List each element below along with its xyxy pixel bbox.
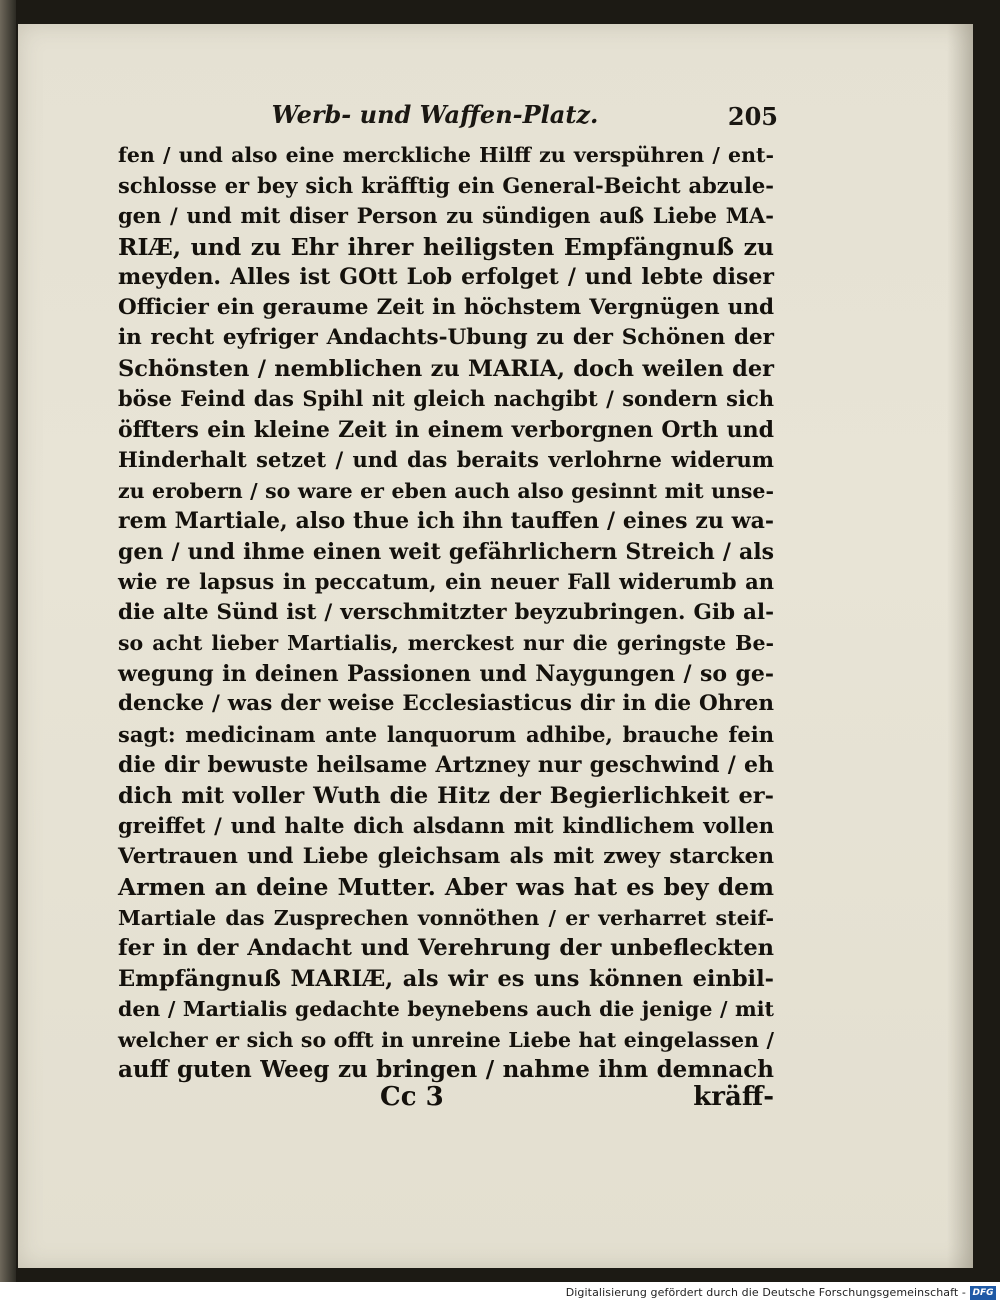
text-line: rem Martiale, also thue ich ihn tauffen / eines zu wa-: [118, 508, 774, 534]
scan-edge: [0, 0, 16, 1282]
text-line: Officier ein geraume Zeit in höchstem Vergnügen und: [118, 294, 774, 320]
text-line: wegung in deinen Passionen und Naygungen / so ge-: [118, 660, 774, 687]
text-line: auff guten Weeg zu bringen / nahme ihm demnach: [118, 1056, 774, 1083]
text-line: die dir bewuste heilsame Artzney nur geschwind / eh: [118, 752, 774, 778]
text-line: den / Martialis gedachte beynebens auch die jenige / mit: [118, 997, 774, 1021]
running-title: Werb- und Waffen-Platz.: [271, 100, 599, 129]
text-line: die alte Sünd ist / verschmitzter beyzubringen. Gib al-: [118, 599, 774, 625]
text-line: fen / und also eine merckliche Hilff zu verspühren / ent-: [118, 143, 774, 167]
text-line: böse Feind das Spihl nit gleich nachgibt / sondern sich: [118, 386, 774, 411]
text-line: Empfängnuß MARIÆ, als wir es uns können einbil-: [118, 965, 774, 992]
text-line: welcher er sich so offt in unreine Liebe hat eingelassen /: [118, 1027, 774, 1052]
running-head: [100, 94, 778, 134]
dfg-logo: DFG: [970, 1286, 996, 1300]
text-line: gen / und ihme einen weit gefährlichern Streich / als: [118, 538, 774, 565]
text-line: schlosse er bey sich kräfftig ein General-Beicht abzule-: [118, 172, 774, 198]
text-line: fer in der Andacht und Verehrung der unbefleckten: [118, 935, 774, 961]
text-line: Martiale das Zusprechen vonnöthen / er verharret steif-: [118, 905, 774, 930]
page-footer-line: [118, 1078, 774, 1118]
text-line: in recht eyfriger Andachts-Ubung zu der Schönen der: [118, 325, 774, 350]
text-line: gen / und mit diser Person zu sündigen auß Liebe MA-: [118, 203, 774, 228]
text-line: wie re lapsus in peccatum, ein neuer Fall widerumb an: [118, 569, 774, 594]
text-line: sagt: medicinam ante lanquorum adhibe, brauche fein: [118, 721, 774, 747]
text-line: Armen an deine Mutter. Aber was hat es bey dem: [118, 873, 774, 901]
text-line: Hinderhalt setzet / und das beraits verlohrne widerum: [118, 447, 774, 472]
text-line: meyden. Alles ist GOtt Lob erfolget / und lebte diser: [118, 264, 774, 290]
footer-credit-bar: [0, 1282, 1000, 1304]
signature-mark: Cc 3: [380, 1082, 444, 1112]
text-line: dencke / was der weise Ecclesiasticus dir in die Ohren: [118, 691, 774, 716]
page-edge-shadow: [947, 24, 973, 1268]
text-line: RIÆ, und zu Ehr ihrer heiligsten Empfängnuß zu: [118, 232, 774, 261]
text-line: zu erobern / so ware er eben auch also gesinnt mit unse-: [118, 478, 774, 503]
text-line: so acht lieber Martialis, merckest nur die geringste Be-: [118, 631, 774, 655]
text-line: Vertrauen und Liebe gleichsam als mit zwey starcken: [118, 843, 774, 869]
page-number: 205: [727, 102, 778, 131]
text-line: öffters ein kleine Zeit in einem verborgnen Orth und: [118, 416, 774, 443]
body-text: [118, 140, 774, 1086]
text-line: dich mit voller Wuth die Hitz der Begierlichkeit er-: [118, 782, 774, 809]
text-line: Schönsten / nemblichen zu MARIA, doch weilen der: [118, 355, 774, 382]
catchword: kräff-: [693, 1082, 774, 1112]
footer-credit: Digitalisierung gefördert durch die Deutsche Forschungsgemeinschaft -: [565, 1286, 966, 1299]
text-line: greiffet / und halte dich alsdann mit kindlichem vollen: [118, 813, 774, 838]
